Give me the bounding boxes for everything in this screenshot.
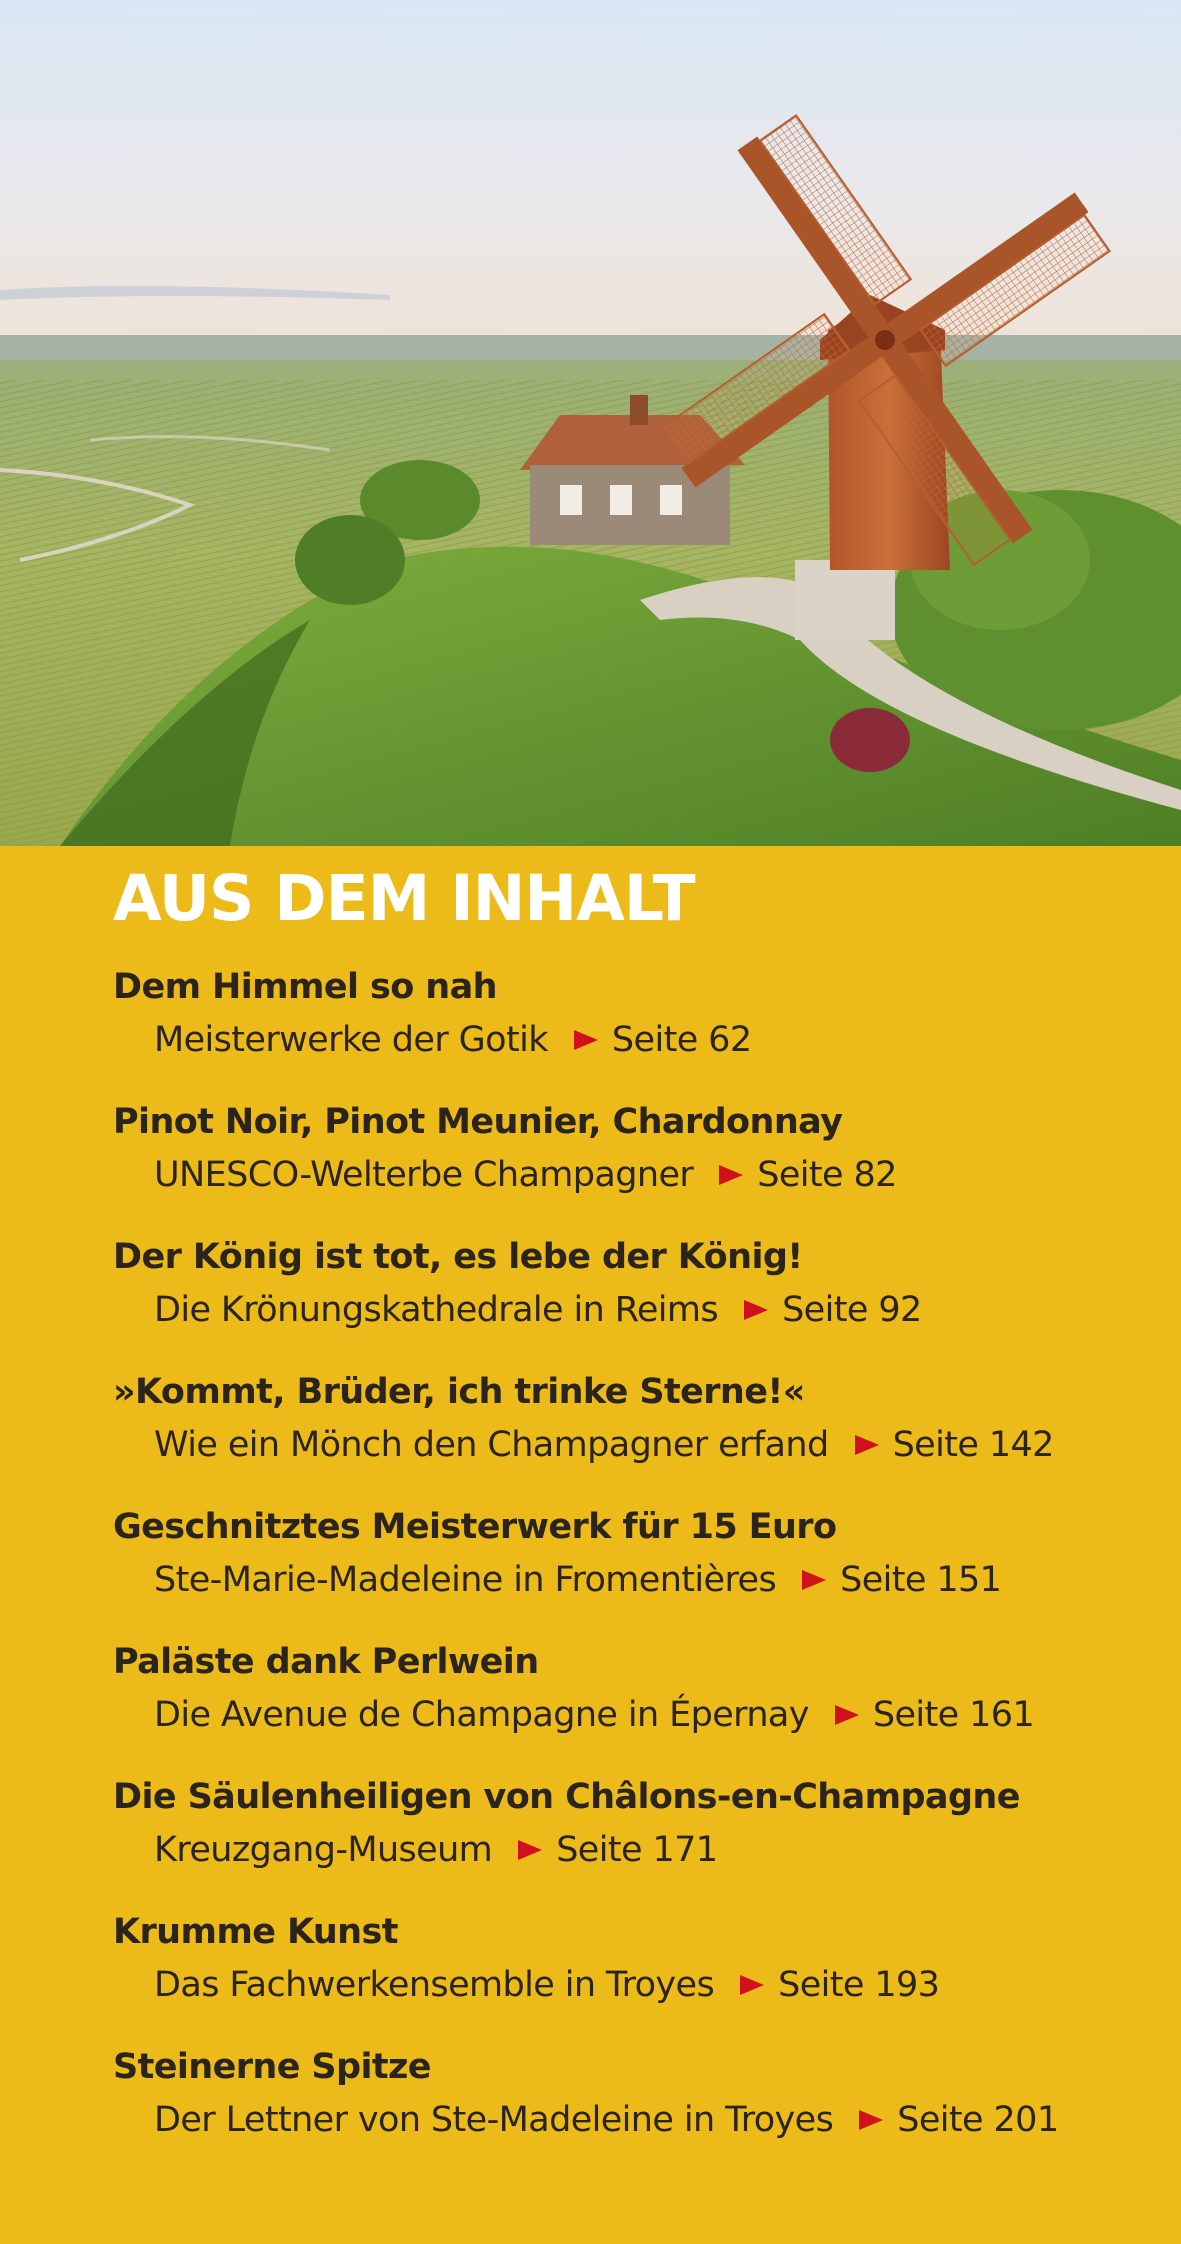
red-arrow-icon bbox=[859, 2110, 883, 2130]
entry-subtitle: UNESCO-Welterbe Champagner bbox=[154, 1155, 694, 1195]
entry-subtitle: Die Krönungskathedrale in Reims bbox=[154, 1290, 719, 1330]
toc-entry[interactable] bbox=[0, 1909, 1181, 2039]
toc-entry[interactable] bbox=[0, 2044, 1181, 2174]
toc-entry[interactable] bbox=[0, 1099, 1181, 1229]
red-arrow-icon bbox=[835, 1705, 859, 1725]
entry-title: Pinot Noir, Pinot Meunier, Chardonnay bbox=[113, 1102, 843, 1142]
entry-subtitle-line bbox=[154, 1962, 939, 2008]
toc-entry[interactable] bbox=[0, 1504, 1181, 1634]
entry-subtitle: Wie ein Mönch den Champagner erfand bbox=[154, 1425, 829, 1465]
red-arrow-icon bbox=[740, 1975, 764, 1995]
windmill-vineyard-photo bbox=[0, 0, 1181, 846]
entry-page-ref[interactable]: Seite 201 bbox=[897, 2100, 1059, 2140]
red-arrow-icon bbox=[802, 1570, 826, 1590]
toc-entry[interactable] bbox=[0, 1369, 1181, 1499]
entry-title: Der König ist tot, es lebe der König! bbox=[113, 1237, 803, 1277]
entry-subtitle-line bbox=[154, 1152, 897, 1198]
entry-subtitle: Meisterwerke der Gotik bbox=[154, 1020, 548, 1060]
toc-entry[interactable] bbox=[0, 1774, 1181, 1904]
toc-entry[interactable] bbox=[0, 1234, 1181, 1364]
red-arrow-icon bbox=[744, 1300, 768, 1320]
entry-title: Dem Himmel so nah bbox=[113, 967, 497, 1007]
toc-list bbox=[0, 846, 1181, 2244]
entry-page-ref[interactable]: Seite 193 bbox=[778, 1965, 940, 2005]
entry-subtitle-line bbox=[154, 1827, 717, 1873]
red-arrow-icon bbox=[719, 1165, 743, 1185]
entry-title: Die Säulenheiligen von Châlons-en-Champagne bbox=[113, 1777, 1020, 1817]
entry-page-ref[interactable]: Seite 151 bbox=[840, 1560, 1002, 1600]
entry-title: Geschnitztes Meisterwerk für 15 Euro bbox=[113, 1507, 837, 1547]
toc-entry[interactable] bbox=[0, 1639, 1181, 1769]
entry-page-ref[interactable]: Seite 82 bbox=[757, 1155, 897, 1195]
entry-page-ref[interactable]: Seite 171 bbox=[556, 1830, 718, 1870]
entry-subtitle-line bbox=[154, 1557, 1001, 1603]
entry-subtitle: Das Fachwerkensemble in Troyes bbox=[154, 1965, 715, 2005]
red-arrow-icon bbox=[518, 1840, 542, 1860]
entry-subtitle: Die Avenue de Champagne in Épernay bbox=[154, 1695, 809, 1735]
entry-subtitle: Der Lettner von Ste-Madeleine in Troyes bbox=[154, 2100, 834, 2140]
entry-subtitle: Ste-Marie-Madeleine in Fromentières bbox=[154, 1560, 777, 1600]
section-heading: AUS DEM INHALT bbox=[113, 862, 695, 935]
red-arrow-icon bbox=[574, 1030, 598, 1050]
entry-title: Steinerne Spitze bbox=[113, 2047, 431, 2087]
entry-title: Krumme Kunst bbox=[113, 1912, 398, 1952]
entry-subtitle-line bbox=[154, 1692, 1034, 1738]
entry-subtitle: Kreuzgang-Museum bbox=[154, 1830, 493, 1870]
toc-section bbox=[0, 846, 1181, 2244]
toc-entry[interactable] bbox=[0, 964, 1181, 1094]
entry-page-ref[interactable]: Seite 142 bbox=[892, 1425, 1054, 1465]
entry-subtitle-line bbox=[154, 1287, 922, 1333]
entry-subtitle-line bbox=[154, 1422, 1054, 1468]
entry-page-ref[interactable]: Seite 161 bbox=[872, 1695, 1035, 1735]
entry-page-ref[interactable]: Seite 92 bbox=[782, 1290, 922, 1330]
entry-title: »Kommt, Brüder, ich trinke Sterne!« bbox=[113, 1372, 805, 1412]
entry-page-ref[interactable]: Seite 62 bbox=[611, 1020, 752, 1060]
entry-subtitle-line bbox=[154, 2097, 1059, 2143]
red-arrow-icon bbox=[855, 1435, 879, 1455]
entry-title: Paläste dank Perlwein bbox=[113, 1642, 539, 1682]
entry-subtitle-line bbox=[154, 1017, 751, 1063]
